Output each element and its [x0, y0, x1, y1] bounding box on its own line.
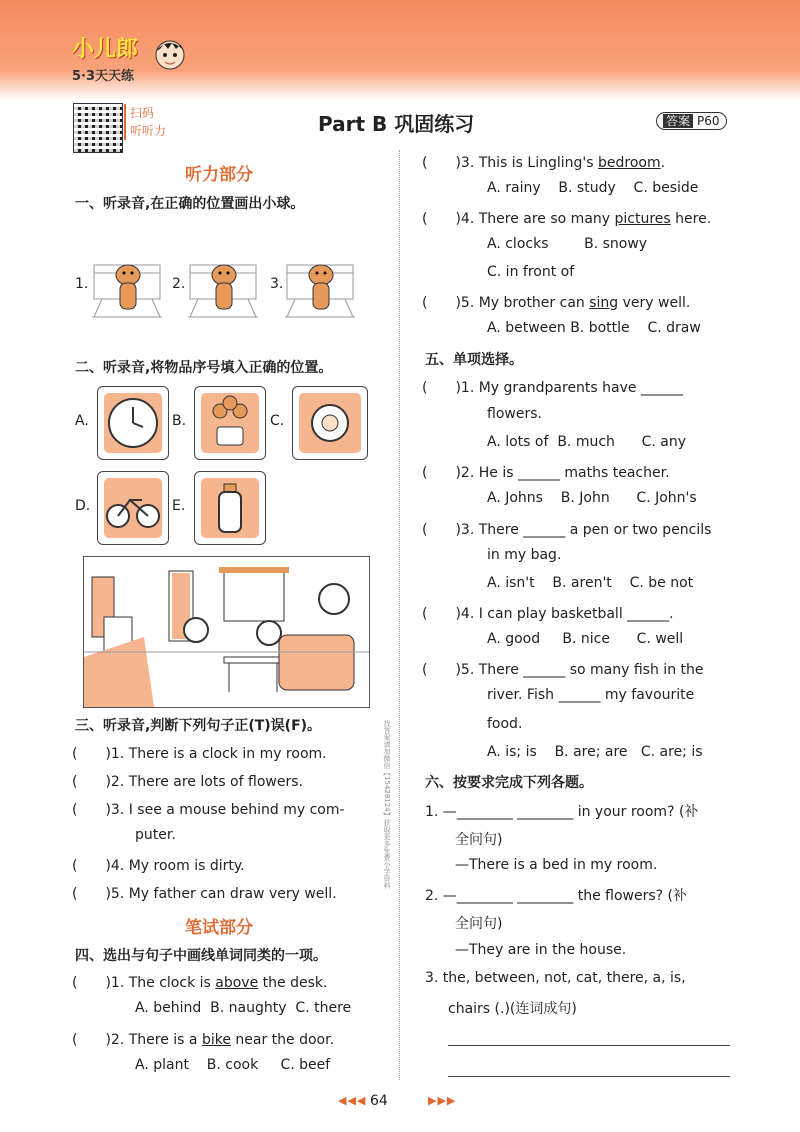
item-label-c: C. [270, 413, 285, 429]
item-label-d: D. [75, 498, 91, 514]
q4-1-stem: ( )1. The clock is [72, 975, 216, 991]
q3-item-2: ( )2. There are lots of flowers. [72, 774, 303, 790]
left-arrows-icon: ◀◀◀ [338, 1094, 367, 1107]
q4-4-underlined: pictures [614, 211, 671, 227]
q5-line-6: ( )3. There ______ a pen or two pencils [422, 522, 712, 538]
q4-item-2 [72, 1029, 334, 1049]
q3-item-3: ( )3. I see a mouse behind my com- [72, 802, 345, 818]
page-title: Part B 巩固练习 [318, 112, 475, 136]
qr-code[interactable] [73, 103, 123, 153]
q4-4-options-2: C. in front of [487, 264, 575, 280]
page-number: 64 [370, 1093, 388, 1109]
q5-line-3: A. lots of B. much C. any [487, 434, 687, 450]
q5-line-14: A. is; is B. are; are C. are; is [487, 744, 703, 760]
q3-item-5: ( )5. My father can draw very well. [72, 886, 337, 902]
q3-item-3-cont: puter. [135, 827, 176, 843]
q4-1-underlined: above [215, 975, 259, 991]
q4-item-1 [72, 972, 327, 992]
q4-3-rest: . [660, 155, 666, 171]
side-note: 找答案请加微信【15428124】获取更多免费小学资料 [383, 720, 391, 889]
q3-heading: 三、听录音,判断下列句子正(T)误(F)。 [75, 718, 322, 734]
q6-line-5: 全问句) [455, 916, 503, 932]
q4-5-options: A. between B. bottle C. draw [487, 320, 701, 336]
scan-hint [124, 104, 166, 140]
q4-item-4 [422, 208, 711, 228]
q5-line-9: ( )4. I can play basketball ______. [422, 606, 674, 622]
q1-label-3: 3. [270, 276, 284, 292]
q5-line-11: ( )5. There ______ so many fish in the [422, 662, 704, 678]
answer-page: P60 [697, 114, 720, 128]
answer-badge [656, 112, 727, 130]
column-divider [399, 150, 400, 1080]
room-scene [83, 556, 370, 708]
item-label-b: B. [172, 413, 187, 429]
clock-item [97, 386, 169, 460]
q4-2-underlined: bike [201, 1032, 231, 1048]
q5-line-13: food. [487, 716, 523, 732]
q6-line-6: —They are in the house. [455, 942, 627, 958]
q5-line-10: A. good B. nice C. well [487, 631, 684, 647]
q6-line-4: 2. —________ ________ the flowers? (补 [425, 888, 687, 904]
dog-scene-1 [92, 255, 162, 319]
q6-line-8: chairs (.)(连词成句) [448, 1001, 577, 1017]
q4-2-options: A. plant B. cook C. beef [135, 1057, 331, 1073]
answer-label: 答案 [663, 114, 693, 128]
q5-line-5: A. Johns B. John C. John's [487, 490, 697, 506]
q4-1-options: A. behind B. naughty C. there [135, 1000, 352, 1016]
q4-5-stem: ( )5. My brother can [422, 295, 590, 311]
q5-line-4: ( )2. He is ______ maths teacher. [422, 465, 670, 481]
q6-heading: 六、按要求完成下列各题。 [425, 775, 593, 791]
q4-4-options: A. clocks B. snowy [487, 236, 648, 252]
q5-line-7: in my bag. [487, 547, 562, 563]
q4-2-rest: near the door. [230, 1032, 335, 1048]
q4-1-rest: the desk. [258, 975, 328, 991]
q4-2-stem: ( )2. There is a [72, 1032, 202, 1048]
brand-subtitle: 5·3天天练 [72, 69, 135, 84]
brand-name: 小儿郎 [72, 37, 139, 62]
item-label-a: A. [75, 413, 89, 429]
listening-title: 听力部分 [185, 165, 253, 185]
q4-item-3 [422, 152, 665, 172]
q4-3-options: A. rainy B. study C. beside [487, 180, 699, 196]
room-illustration [84, 557, 369, 707]
q5-heading: 五、单项选择。 [425, 352, 523, 368]
q4-5-rest: very well. [618, 295, 691, 311]
flowers-icon [195, 387, 265, 459]
listen-text: 听听力 [130, 124, 167, 138]
q5-line-1: ( )1. My grandparents have ______ [422, 380, 683, 396]
q5-line-12: river. Fish ______ my favourite [487, 687, 695, 703]
q3-item-4: ( )4. My room is dirty. [72, 858, 245, 874]
right-arrows-icon: ▶▶▶ [428, 1094, 457, 1107]
q4-4-rest: here. [670, 211, 712, 227]
q1-heading: 一、听录音,在正确的位置画出小球。 [75, 196, 305, 212]
q4-item-5 [422, 292, 690, 312]
q6-line-3: —There is a bed in my room. [455, 857, 658, 873]
bike-icon [98, 472, 168, 544]
scan-text: 扫码 [130, 106, 155, 120]
answer-line-2[interactable] [448, 1076, 730, 1077]
writing-title: 笔试部分 [185, 918, 253, 938]
cartoon-boy-icon [150, 35, 190, 79]
q6-line-1: 1. —________ ________ in your room? (补 [425, 804, 699, 820]
q6-line-7: 3. the, between, not, cat, there, a, is, [425, 970, 686, 986]
answer-line-1[interactable] [448, 1045, 730, 1046]
q3-item-1: ( )1. There is a clock in my room. [72, 746, 327, 762]
bike-item [97, 471, 169, 545]
q4-5-underlined: sing [589, 295, 619, 311]
q1-label-2: 2. [172, 276, 186, 292]
picture-item [292, 386, 368, 460]
dog-scene-3 [285, 255, 355, 319]
picture-icon [293, 387, 367, 459]
bottle-item [194, 471, 266, 545]
bottle-icon [195, 472, 265, 544]
q4-4-stem: ( )4. There are so many [422, 211, 615, 227]
q4-heading: 四、选出与句子中画线单词同类的一项。 [75, 948, 327, 964]
brand-logo [72, 32, 138, 84]
q1-label-1: 1. [75, 276, 89, 292]
q4-3-underlined: bedroom [598, 155, 661, 171]
clock-icon [98, 387, 168, 459]
q2-heading: 二、听录音,将物品序号填入正确的位置。 [75, 360, 333, 376]
q6-line-2: 全问句) [455, 832, 503, 848]
item-label-e: E. [172, 498, 186, 514]
q5-line-8: A. isn't B. aren't C. be not [487, 575, 694, 591]
dog-scene-2 [188, 255, 258, 319]
q5-line-2: flowers. [487, 406, 542, 422]
q4-3-stem: ( )3. This is Lingling's [422, 155, 599, 171]
flowers-item [194, 386, 266, 460]
